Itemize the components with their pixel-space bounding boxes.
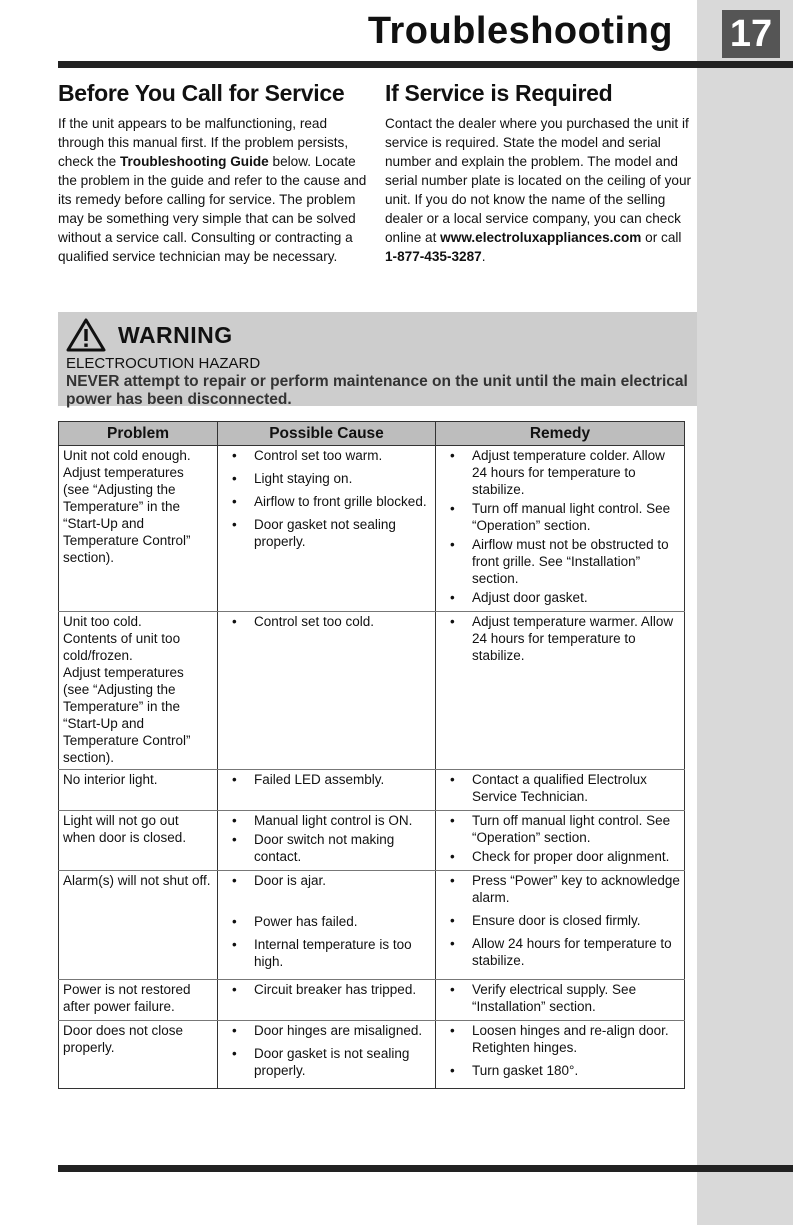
cause-item: • Door switch not making contact. xyxy=(222,831,431,865)
troubleshooting-guide-ref: Troubleshooting Guide xyxy=(119,154,269,169)
table-row xyxy=(59,871,685,980)
table-row xyxy=(59,811,685,871)
problem-cell xyxy=(59,871,218,980)
table-row xyxy=(59,446,685,612)
remedy-list xyxy=(440,981,680,1015)
remedy-cell xyxy=(436,1021,685,1089)
table-header-row xyxy=(59,422,685,446)
warning-triangle-icon xyxy=(66,318,106,352)
remedy-list xyxy=(440,613,680,664)
problem-text: Door does not close properly. xyxy=(63,1023,184,1055)
before-call-text-1: If the unit appears to be malfunctioning, read through this manual first. If the problem persists, check the xyxy=(58,116,349,169)
remedy-list xyxy=(440,1022,680,1079)
table-row xyxy=(59,612,685,770)
problem-text: Power is not restored after power failure. xyxy=(63,982,191,1014)
cause-item: • Manual light control is ON. xyxy=(222,812,431,829)
cause-cell xyxy=(218,980,436,1021)
cause-item: • Internal temperature is too high. xyxy=(222,936,431,970)
side-tab-stripe xyxy=(697,0,793,1225)
cause-item: • Control set too cold. xyxy=(222,613,431,630)
problem-text: Adjust temperatures (see “Adjusting the Temperature” in the “Start-Up and Temperature Control” section). xyxy=(63,465,191,565)
problem-text: Alarm(s) will not shut off. xyxy=(63,873,211,888)
problem-text: Light will not go out when door is closed. xyxy=(63,813,187,845)
problem-cell xyxy=(59,811,218,871)
table-row xyxy=(59,770,685,811)
remedy-item: • Loosen hinges and re-align door. Retighten hinges. xyxy=(440,1022,680,1056)
remedy-cell xyxy=(436,612,685,770)
before-call-text-2: below. Locate the problem in the guide and refer to the cause and its remedy before calling for service. The problem may be something very simple that can be solved without a service call. Consulting or contracting a qualified service technician may be necessary. xyxy=(58,154,367,264)
service-required-text xyxy=(385,114,697,266)
remedy-list xyxy=(440,447,680,606)
cause-item: • Door hinges are misaligned. xyxy=(222,1022,431,1039)
remedy-list xyxy=(440,872,680,969)
warning-subtitle: ELECTROCUTION HAZARD xyxy=(66,355,261,372)
remedy-item: • Verify electrical supply. See “Installation” section. xyxy=(440,981,680,1015)
website-link[interactable]: www.electroluxappliances.com xyxy=(440,230,642,245)
cause-item: • Light staying on. xyxy=(222,470,431,487)
remedy-cell xyxy=(436,446,685,612)
cause-list xyxy=(222,613,431,630)
problem-text: Contents of unit too cold/frozen. xyxy=(63,631,181,663)
cause-cell xyxy=(218,770,436,811)
table-row xyxy=(59,1021,685,1089)
problem-cell xyxy=(59,612,218,770)
warning-text: NEVER attempt to repair or perform maintenance on the unit until the main electrical power has been disconnected. xyxy=(66,373,688,408)
remedy-list xyxy=(440,812,680,865)
cause-list xyxy=(222,872,431,970)
phone-number: 1-877-435-3287 xyxy=(385,249,482,264)
service-required-heading: If Service is Required xyxy=(385,80,613,106)
problem-cell xyxy=(59,1021,218,1089)
remedy-item: • Check for proper door alignment. xyxy=(440,848,680,865)
remedy-item: • Turn gasket 180°. xyxy=(440,1062,680,1079)
service-text-2: or call xyxy=(641,230,682,245)
remedy-item: • Turn off manual light control. See “Operation” section. xyxy=(440,500,680,534)
warning-box xyxy=(58,312,697,406)
page-number: 17 xyxy=(722,10,780,58)
cause-list xyxy=(222,812,431,865)
cause-item: • Door is ajar. xyxy=(222,872,431,889)
bottom-divider xyxy=(58,1165,793,1172)
cause-cell xyxy=(218,612,436,770)
header-problem: Problem xyxy=(59,422,218,446)
remedy-item: • Press “Power” key to acknowledge alarm. xyxy=(440,872,680,906)
cause-item: • Door gasket not sealing properly. xyxy=(222,516,431,550)
remedy-item: • Airflow must not be obstructed to front grille. See “Installation” section. xyxy=(440,536,680,587)
cause-cell xyxy=(218,446,436,612)
remedy-item: • Allow 24 hours for temperature to stabilize. xyxy=(440,935,680,969)
remedy-item: • Adjust door gasket. xyxy=(440,589,680,606)
cause-item: • Airflow to front grille blocked. xyxy=(222,493,431,510)
cause-cell xyxy=(218,871,436,980)
service-text-1: Contact the dealer where you purchased the unit if service is required. State the model and serial number and explain the problem. The model and serial number plate is located on the ceiling of your unit. If you do not know the name of the selling dealer or a local service company, you can check online at xyxy=(385,116,692,245)
cause-list xyxy=(222,981,431,998)
cause-item: • Door gasket is not sealing properly. xyxy=(222,1045,431,1079)
header-remedy: Remedy xyxy=(436,422,685,446)
cause-cell xyxy=(218,811,436,871)
before-call-section xyxy=(58,78,374,266)
remedy-list xyxy=(440,771,680,805)
cause-list xyxy=(222,447,431,550)
cause-item: • Control set too warm. xyxy=(222,447,431,464)
remedy-cell xyxy=(436,871,685,980)
service-text-3: . xyxy=(481,249,486,264)
remedy-item: • Turn off manual light control. See “Operation” section. xyxy=(440,812,680,846)
remedy-cell xyxy=(436,811,685,871)
remedy-cell xyxy=(436,980,685,1021)
before-call-heading: Before You Call for Service xyxy=(58,80,345,106)
cause-cell xyxy=(218,1021,436,1089)
top-divider xyxy=(58,61,793,68)
table-row xyxy=(59,980,685,1021)
problem-text: No interior light. xyxy=(63,772,158,787)
page-title: Troubleshooting xyxy=(367,10,673,52)
cause-item: • Failed LED assembly. xyxy=(222,771,431,788)
problem-text: Unit not cold enough. xyxy=(63,448,191,463)
header-possible-cause: Possible Cause xyxy=(218,422,436,446)
cause-list xyxy=(222,771,431,788)
problem-cell xyxy=(59,446,218,612)
before-call-text xyxy=(58,114,374,266)
problem-text: Adjust temperatures (see “Adjusting the Temperature” in the “Start-Up and Temperature Control” section). xyxy=(63,665,191,765)
remedy-cell xyxy=(436,770,685,811)
remedy-item: • Adjust temperature warmer. Allow 24 hours for temperature to stabilize. xyxy=(440,613,680,664)
cause-list xyxy=(222,1022,431,1079)
warning-title: WARNING xyxy=(118,321,233,348)
cause-item: • Power has failed. xyxy=(222,913,431,930)
warning-header xyxy=(66,318,697,352)
problem-cell xyxy=(59,770,218,811)
remedy-item: • Ensure door is closed firmly. xyxy=(440,912,680,929)
remedy-item: • Adjust temperature colder. Allow 24 hours for temperature to stabilize. xyxy=(440,447,680,498)
problem-cell xyxy=(59,980,218,1021)
problem-text: Unit too cold. xyxy=(63,614,142,629)
cause-item: • Circuit breaker has tripped. xyxy=(222,981,431,998)
service-required-section xyxy=(385,78,697,266)
troubleshooting-table xyxy=(58,421,685,1089)
remedy-item: • Contact a qualified Electrolux Service Technician. xyxy=(440,771,680,805)
